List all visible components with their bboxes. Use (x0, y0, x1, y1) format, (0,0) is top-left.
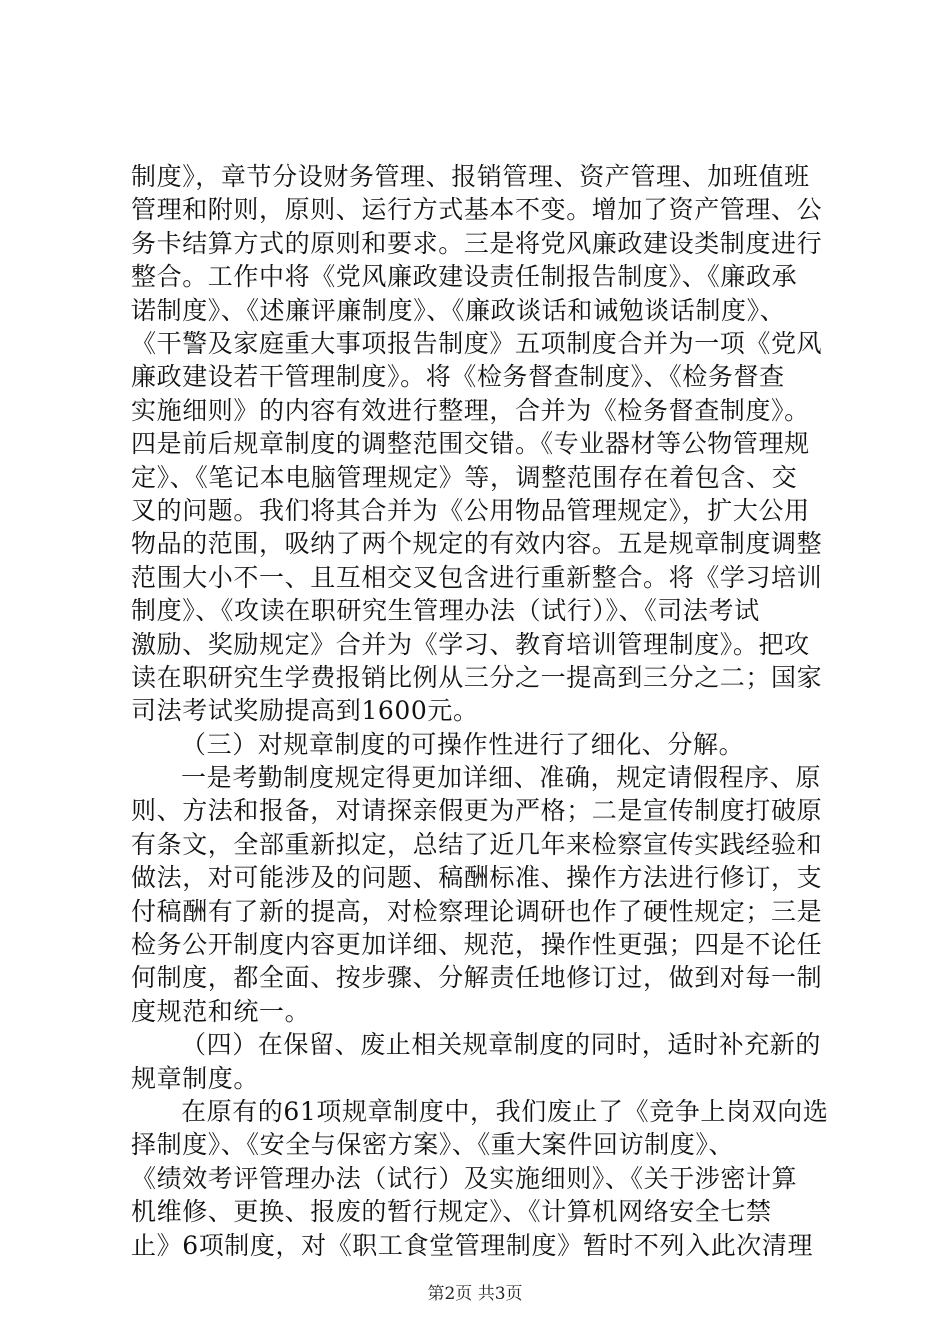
body-text-line: 一是考勤制度规定得更加详细、准确，规定请假程序、原 (181, 763, 822, 793)
body-text-line: 制度》，章节分设财务管理、报销管理、资产管理、加班值班 (131, 162, 810, 191)
body-text-line: 四是前后规章制度的调整范围交错。《专业器材等公物管理规 (131, 429, 810, 459)
body-text-line: 叉的问题。我们将其合并为《公用物品管理规定》，扩大公用 (131, 495, 810, 525)
body-text-line: 有条文，全部重新拟定，总结了近几年来检察宣传实践经验和 (131, 829, 823, 859)
body-text-line: 度规范和统一。 (131, 996, 311, 1026)
body-text-line: 整合。工作中将《党风廉政建设责任制报告制度》、《廉政承 (131, 262, 798, 292)
body-text-line: 廉政建设若干管理制度》。将《检务督查制度》、《检务督查 (131, 362, 785, 392)
body-text-line: 机维修、更换、报废的暂行规定》、《计算机网络安全七禁 (131, 1197, 772, 1227)
body-text-line: 制度》、《攻读在职研究生管理办法（试行）》、《司法考试 (131, 596, 760, 626)
body-text-line: 诺制度》、《述廉评廉制度》、《廉政谈话和诫勉谈话制度》、 (131, 295, 786, 325)
body-text-line: 实施细则》的内容有效进行整理，合并为《检务督查制度》。 (131, 395, 810, 425)
body-text-line: 司法考试奖励提高到1600元。 (131, 696, 479, 726)
body-text-line: 则、方法和报备，对请探亲假更为严格；二是宣传制度打破原 (131, 796, 823, 826)
body-text-line: 在原有的61项规章制度中，我们废止了《竞争上岗双向选 (181, 1097, 829, 1127)
section-heading: （四）在保留、废止相关规章制度的同时，适时补充新的 (181, 1030, 822, 1060)
body-text-line: 《干警及家庭重大事项报告制度》五项制度合并为一项《党风 (131, 328, 823, 358)
body-text-line: 择制度》、《安全与保密方案》、《重大案件回访制度》、 (131, 1130, 735, 1160)
body-text-line: 付稿酬有了新的提高，对检察理论调研也作了硬性规定；三是 (131, 896, 823, 926)
body-text-line: 务卡结算方式的原则和要求。三是将党风廉政建设类制度进行 (131, 228, 823, 258)
body-text-line: 物品的范围，吸纳了两个规定的有效内容。五是规章制度调整 (131, 529, 823, 559)
body-text-line: 做法，对可能涉及的问题、稿酬标准、操作方法进行修订，支 (131, 863, 823, 893)
section-heading-continued: 规章制度。 (131, 1063, 260, 1093)
body-text-line: 《绩效考评管理办法（试行）及实施细则》、《关于涉密计算 (131, 1163, 798, 1193)
body-text-line: 止》6项制度，对《职工食堂管理制度》暂时不列入此次清理 (131, 1230, 814, 1260)
body-text-line: 范围大小不一、且互相交叉包含进行重新整合。将《学习培训 (131, 562, 823, 592)
body-text-line: 何制度，都全面、按步骤、分解责任地修订过，做到对每一制 (131, 963, 823, 993)
page-number-footer: 第2页 共3页 (427, 1284, 523, 1304)
body-text-line: 读在职研究生学费报销比例从三分之一提高到三分之二；国家 (131, 662, 823, 692)
body-text-line: 激励、奖励规定》合并为《学习、教育培训管理制度》。把攻 (131, 629, 810, 659)
body-text-line: 检务公开制度内容更加详细、规范，操作性更强；四是不论任 (131, 930, 823, 960)
section-heading: （三）对规章制度的可操作性进行了细化、分解。 (181, 729, 745, 759)
body-text-line: 管理和附则，原则、运行方式基本不变。增加了资产管理、公 (131, 195, 823, 225)
body-text-line: 定》、《笔记本电脑管理规定》等，调整范围存在着包含、交 (131, 462, 798, 492)
